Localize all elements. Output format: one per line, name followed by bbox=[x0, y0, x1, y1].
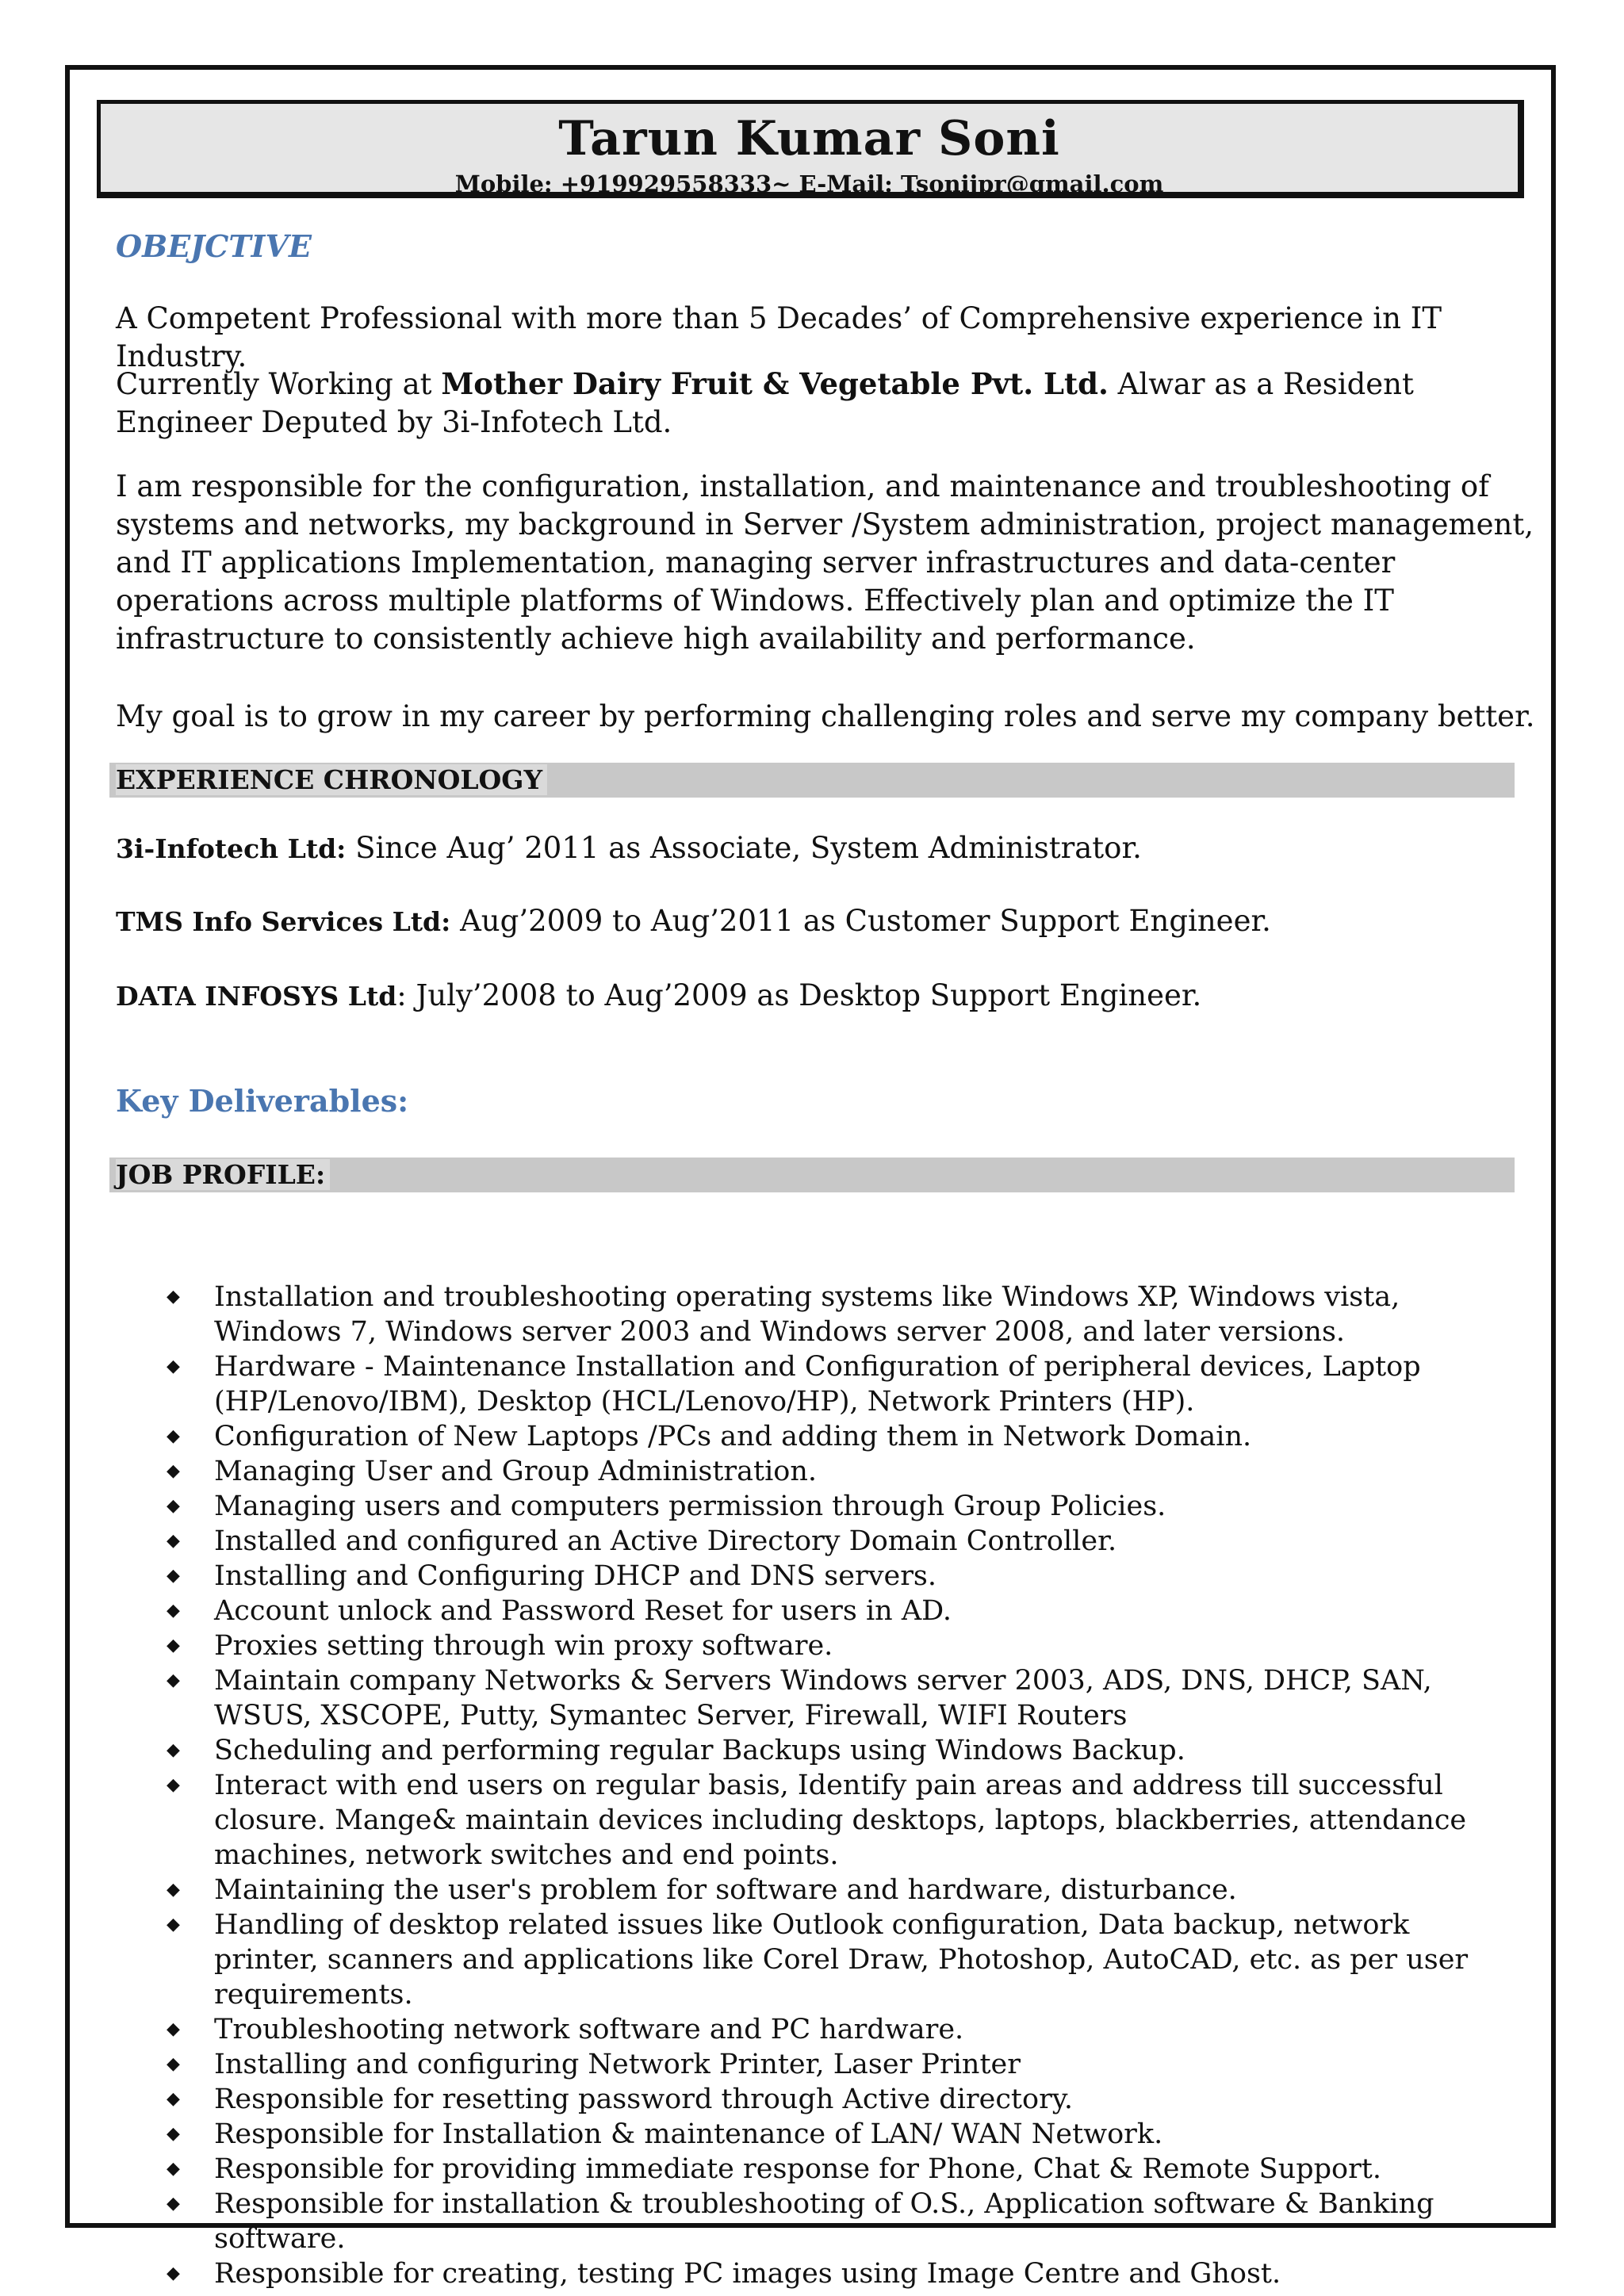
contact-line: Mobile: +919929558333~ E-Mail: Tsonijpr@gmail.com bbox=[454, 170, 1164, 197]
experience-item bbox=[116, 904, 1271, 938]
job-profile-item bbox=[116, 1349, 1496, 1419]
job-profile-item bbox=[116, 1628, 1496, 1663]
job-profile-item bbox=[116, 2012, 1496, 2047]
experience-item bbox=[116, 978, 1201, 1012]
job-profile-list bbox=[116, 1280, 1496, 2291]
objective-paragraph-3: I am responsible for the configuration, installation, and maintenance and troubleshooting of systems and networks, my background in Server /System administration, project management, and IT applications Implementation, managing server infrastructures and data-center operations across multiple platforms of Windows. Effectively plan and optimize the IT infrastructure to consistently achieve high availability and performance. bbox=[116, 469, 1534, 656]
job-profile-item bbox=[116, 2256, 1496, 2291]
job-profile-item bbox=[116, 1559, 1496, 1594]
diamond-bullet-icon: ◆ bbox=[167, 1670, 180, 1690]
objective-paragraph-2 bbox=[116, 365, 1535, 442]
job-profile-item-text: Managing User and Group Administration. bbox=[214, 1456, 818, 1487]
objective-p2-pre: Currently Working at bbox=[116, 367, 442, 401]
job-profile-item bbox=[116, 2117, 1496, 2152]
diamond-bullet-icon: ◆ bbox=[167, 1880, 180, 1900]
diamond-bullet-icon: ◆ bbox=[167, 1461, 180, 1481]
job-profile-item-text: Interact with end users on regular basis, Identify pain areas and address till successful closure. Mange& maintain devices including desktops, laptops, blackberries, attendance machines, network switches and end points. bbox=[214, 1770, 1467, 1871]
job-profile-item-text: Configuration of New Laptops /PCs and adding them in Network Domain. bbox=[214, 1421, 1252, 1452]
job-profile-item-text: Troubleshooting network software and PC hardware. bbox=[214, 2014, 964, 2045]
job-profile-heading: JOB PROFILE: bbox=[116, 1159, 330, 1190]
job-profile-item bbox=[116, 1280, 1496, 1349]
diamond-bullet-icon: ◆ bbox=[167, 2089, 180, 2109]
job-profile-item-text: Installing and Configuring DHCP and DNS servers. bbox=[214, 1560, 937, 1592]
job-profile-item bbox=[116, 1489, 1496, 1524]
job-profile-item bbox=[116, 1768, 1496, 1873]
job-profile-item bbox=[116, 1908, 1496, 2012]
job-profile-heading-bar bbox=[109, 1158, 1515, 1192]
job-profile-item-text: Responsible for creating, testing PC images using Image Centre and Ghost. bbox=[214, 2258, 1281, 2290]
job-profile-item bbox=[116, 1594, 1496, 1628]
experience-heading: EXPERIENCE CHRONOLOGY bbox=[116, 764, 547, 795]
job-profile-item bbox=[116, 2082, 1496, 2117]
job-profile-item-text: Hardware - Maintenance Installation and Configuration of peripheral devices, Laptop (HP/Lenovo/IBM), Desktop (HCL/Lenovo/HP), Network Printers (HP). bbox=[214, 1351, 1421, 1418]
job-profile-item bbox=[116, 1454, 1496, 1489]
objective-paragraph-1: A Competent Professional with more than 5 Decades’ of Comprehensive experience in IT Industry. bbox=[116, 301, 1442, 373]
job-profile-item bbox=[116, 1873, 1496, 1908]
job-profile-item-text: Handling of desktop related issues like Outlook configuration, Data backup, network printer, scanners and applications like Corel Draw, Photoshop, AutoCAD, etc. as per user requirements. bbox=[214, 1909, 1469, 2011]
job-profile-item bbox=[116, 1524, 1496, 1559]
objective-p2-post: Alwar as a Resident Engineer Deputed by 3i-Infotech Ltd. bbox=[116, 367, 1414, 439]
diamond-bullet-icon: ◆ bbox=[167, 1531, 180, 1551]
job-profile-item-text: Installation and troubleshooting operating systems like Windows XP, Windows vista, Windows 7, Windows server 2003 and Windows server 2008, and later versions. bbox=[214, 1281, 1400, 1348]
objective-paragraph-4: My goal is to grow in my career by performing challenging roles and serve my company better. bbox=[116, 699, 1535, 733]
job-profile-item-text: Responsible for Installation & maintenance of LAN/ WAN Network. bbox=[214, 2118, 1163, 2150]
job-profile-item bbox=[116, 1663, 1496, 1733]
current-employer: Mother Dairy Fruit & Vegetable Pvt. Ltd. bbox=[441, 366, 1109, 401]
job-profile-item bbox=[116, 1733, 1496, 1768]
experience-detail: : July’2008 to Aug’2009 as Desktop Support Engineer. bbox=[396, 978, 1202, 1012]
job-profile-item-text: Proxies setting through win proxy software. bbox=[214, 1630, 833, 1662]
experience-company: TMS Info Services Ltd: bbox=[116, 906, 451, 937]
job-profile-item-text: Installed and configured an Active Directory Domain Controller. bbox=[214, 1525, 1117, 1557]
job-profile-item bbox=[116, 1419, 1496, 1454]
diamond-bullet-icon: ◆ bbox=[167, 2263, 180, 2283]
diamond-bullet-icon: ◆ bbox=[167, 1357, 180, 1376]
diamond-bullet-icon: ◆ bbox=[167, 1775, 180, 1795]
job-profile-item-text: Responsible for providing immediate response for Phone, Chat & Remote Support. bbox=[214, 2153, 1381, 2185]
diamond-bullet-icon: ◆ bbox=[167, 1566, 180, 1586]
experience-item bbox=[116, 831, 1142, 865]
header-box bbox=[97, 100, 1524, 198]
diamond-bullet-icon: ◆ bbox=[167, 1601, 180, 1621]
candidate-name: Tarun Kumar Soni bbox=[558, 111, 1060, 166]
experience-company: 3i-Infotech Ltd: bbox=[116, 833, 347, 864]
experience-detail: Since Aug’ 2011 as Associate, System Administrator. bbox=[346, 831, 1142, 865]
experience-detail: Aug’2009 to Aug’2011 as Customer Support Engineer. bbox=[450, 904, 1271, 938]
diamond-bullet-icon: ◆ bbox=[167, 1496, 180, 1516]
diamond-bullet-icon: ◆ bbox=[167, 1915, 180, 1934]
diamond-bullet-icon: ◆ bbox=[167, 2054, 180, 2074]
objective-heading: OBEJCTIVE bbox=[116, 228, 312, 264]
diamond-bullet-icon: ◆ bbox=[167, 2124, 180, 2144]
job-profile-item bbox=[116, 2047, 1496, 2082]
diamond-bullet-icon: ◆ bbox=[167, 2159, 180, 2179]
diamond-bullet-icon: ◆ bbox=[167, 1426, 180, 1446]
diamond-bullet-icon: ◆ bbox=[167, 2194, 180, 2214]
diamond-bullet-icon: ◆ bbox=[167, 1740, 180, 1760]
job-profile-item-text: Account unlock and Password Reset for users in AD. bbox=[214, 1595, 952, 1627]
job-profile-item-text: Responsible for resetting password through Active directory. bbox=[214, 2084, 1074, 2115]
job-profile-item bbox=[116, 2187, 1496, 2256]
diamond-bullet-icon: ◆ bbox=[167, 1636, 180, 1655]
job-profile-item-text: Scheduling and performing regular Backups using Windows Backup. bbox=[214, 1735, 1185, 1766]
experience-company: DATA INFOSYS Ltd bbox=[116, 981, 397, 1012]
experience-heading-bar bbox=[109, 763, 1515, 798]
diamond-bullet-icon: ◆ bbox=[167, 2019, 180, 2039]
key-deliverables-heading: Key Deliverables: bbox=[116, 1083, 409, 1119]
job-profile-item-text: Maintaining the user's problem for software and hardware, disturbance. bbox=[214, 1874, 1237, 1906]
job-profile-item-text: Responsible for installation & troubleshooting of O.S., Application software & Banking software. bbox=[214, 2188, 1434, 2255]
diamond-bullet-icon: ◆ bbox=[167, 1287, 180, 1307]
resume-page bbox=[65, 65, 1556, 2290]
job-profile-item-text: Maintain company Networks & Servers Windows server 2003, ADS, DNS, DHCP, SAN, WSUS, XSCOPE, Putty, Symantec Server, Firewall, WIFI Routers bbox=[214, 1665, 1432, 1732]
job-profile-item bbox=[116, 2152, 1496, 2187]
job-profile-item-text: Installing and configuring Network Printer, Laser Printer bbox=[214, 2049, 1021, 2080]
job-profile-item-text: Managing users and computers permission through Group Policies. bbox=[214, 1490, 1166, 1522]
